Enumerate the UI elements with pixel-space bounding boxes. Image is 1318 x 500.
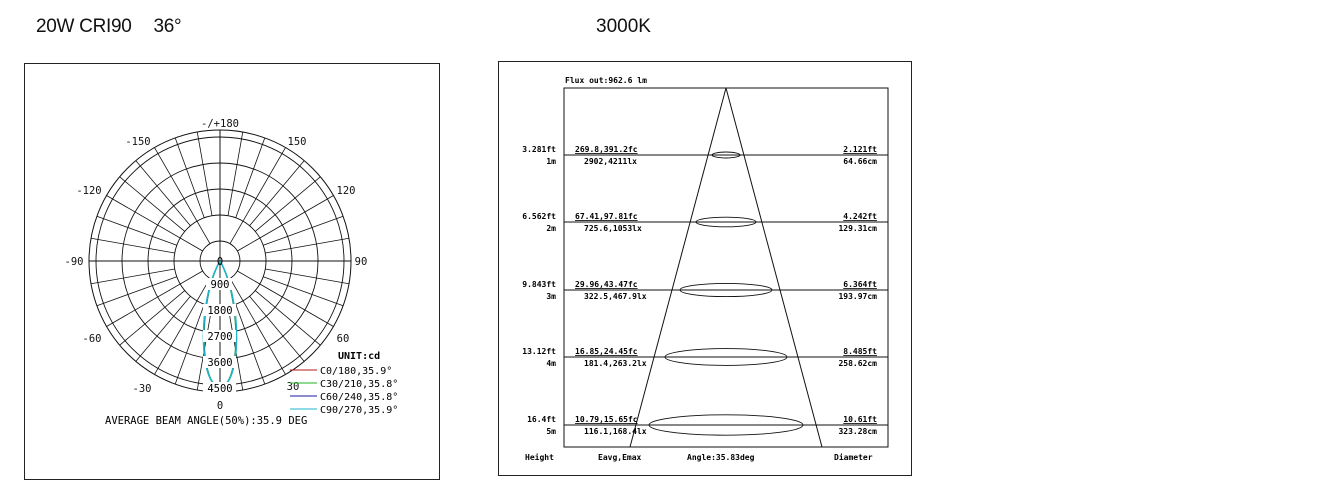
row-height-m: 4m [546,359,556,368]
polar-legend [290,351,398,416]
angle-label-m120: -120 [76,185,102,197]
grid-spoke [236,304,265,384]
row-diameter-cm: 64.66cm [843,157,877,166]
cone-row [522,347,888,368]
cone-frame [564,88,888,447]
angle-label-m90: -90 [64,256,84,268]
footer-diameter: Diameter [834,453,873,462]
svg-text:C60/240,35.8°: C60/240,35.8° [320,392,399,403]
legend-item-c30 [290,379,398,390]
header-power: 20W [36,16,75,37]
angle-label-m60: -60 [82,333,102,345]
angle-label-0: 0 [216,400,224,412]
row-fc: 269.8,391.2fc [575,145,638,154]
row-height-m: 2m [546,224,556,233]
angle-label-90: 90 [354,256,368,268]
row-lux: 181.4,263.2lx [584,359,647,368]
cone-edge-left [630,88,726,447]
row-lux: 2902,4211lx [584,157,637,166]
row-diameter-ft: 4.242ft [843,212,877,221]
row-diameter-cm: 129.31cm [838,224,877,233]
angle-label-120: 120 [336,185,356,197]
row-fc: 29.96,43.47fc [575,280,638,289]
flux-label: Flux out:962.6 lm [565,76,647,85]
angle-label-m30: -30 [132,383,152,395]
footer-angle: Angle:35.83deg [687,453,755,462]
grid-spoke [236,138,265,218]
angle-label-m150: -150 [125,136,151,148]
angle-label-30: 30 [286,381,300,393]
row-height-ft: 9.843ft [522,280,556,289]
polar-diagram-panel [24,63,440,480]
cone-row [522,212,888,233]
header-cri: CRI90 [79,16,132,37]
grid-spoke [175,304,204,384]
row-fc: 10.79,15.65fc [575,415,638,424]
row-diameter-ft: 10.61ft [843,415,877,424]
svg-text:C30/210,35.8°: C30/210,35.8° [320,379,399,390]
cone-edge-right [726,88,822,447]
radial-label-0: 0 [216,256,224,268]
cone-diagram-panel [498,61,912,476]
angle-label-60: 60 [336,333,350,345]
row-diameter-ft: 8.485ft [843,347,877,356]
row-height-ft: 6.562ft [522,212,556,221]
grid-spoke [197,132,212,216]
radial-label-1800: 1800 [207,305,233,317]
svg-text:C0/180,35.9°: C0/180,35.9° [320,366,393,377]
cone-row [522,145,888,166]
row-diameter-ft: 2.121ft [843,145,877,154]
row-lux: 725.6,1053lx [584,224,642,233]
cone-row [522,280,888,301]
legend-item-c0 [290,366,392,377]
grid-spoke [263,277,343,306]
cone-shape [630,88,822,447]
header-cct: 3000K [596,16,651,37]
row-height-m: 3m [546,292,556,301]
polar-diagram [25,64,439,479]
radial-label-3600: 3600 [207,357,233,369]
grid-spoke [175,138,204,218]
header-title [36,16,181,38]
row-height-ft: 13.12ft [522,347,556,356]
row-diameter-ft: 6.364ft [843,280,877,289]
cone-diagram [499,62,911,475]
radial-label-900: 900 [210,279,230,291]
svg-text:C90/270,35.9°: C90/270,35.9° [320,405,399,416]
radial-label-2700: 2700 [207,331,233,343]
radial-label-4500: 4500 [207,383,233,395]
grid-spoke [97,277,177,306]
angle-label-150: 150 [287,136,307,148]
angle-label-180: -/+180 [201,118,239,130]
grid-spoke [265,269,349,284]
legend-item-c60 [290,392,398,403]
row-fc: 16.85,24.45fc [575,347,638,356]
unit-label: UNIT:cd [338,351,381,362]
row-height-ft: 3.281ft [522,145,556,154]
grid-spoke [97,216,177,245]
row-diameter-cm: 323.28cm [838,427,877,436]
grid-spoke [265,238,349,253]
row-height-m: 1m [546,157,556,166]
row-fc: 67.41,97.81fc [575,212,638,221]
row-height-ft: 16.4ft [527,415,556,424]
grid-spoke [228,132,243,216]
row-diameter-cm: 258.62cm [838,359,877,368]
cone-footer [525,452,873,462]
row-lux: 322.5,467.9lx [584,292,647,301]
grid-spoke [263,216,343,245]
grid-spoke [91,269,175,284]
grid-spoke [91,238,175,253]
row-lux: 116.1,168.4lx [584,427,647,436]
footer-eavg: Eavg,Emax [598,453,642,462]
header-beam: 36° [153,16,182,37]
cone-row [527,415,888,436]
beam-angle-footer: AVERAGE BEAM ANGLE(50%):35.9 DEG [105,415,308,427]
cone-rows [522,145,888,436]
footer-height: Height [525,453,554,462]
row-diameter-cm: 193.97cm [838,292,877,301]
row-height-m: 5m [546,427,556,436]
